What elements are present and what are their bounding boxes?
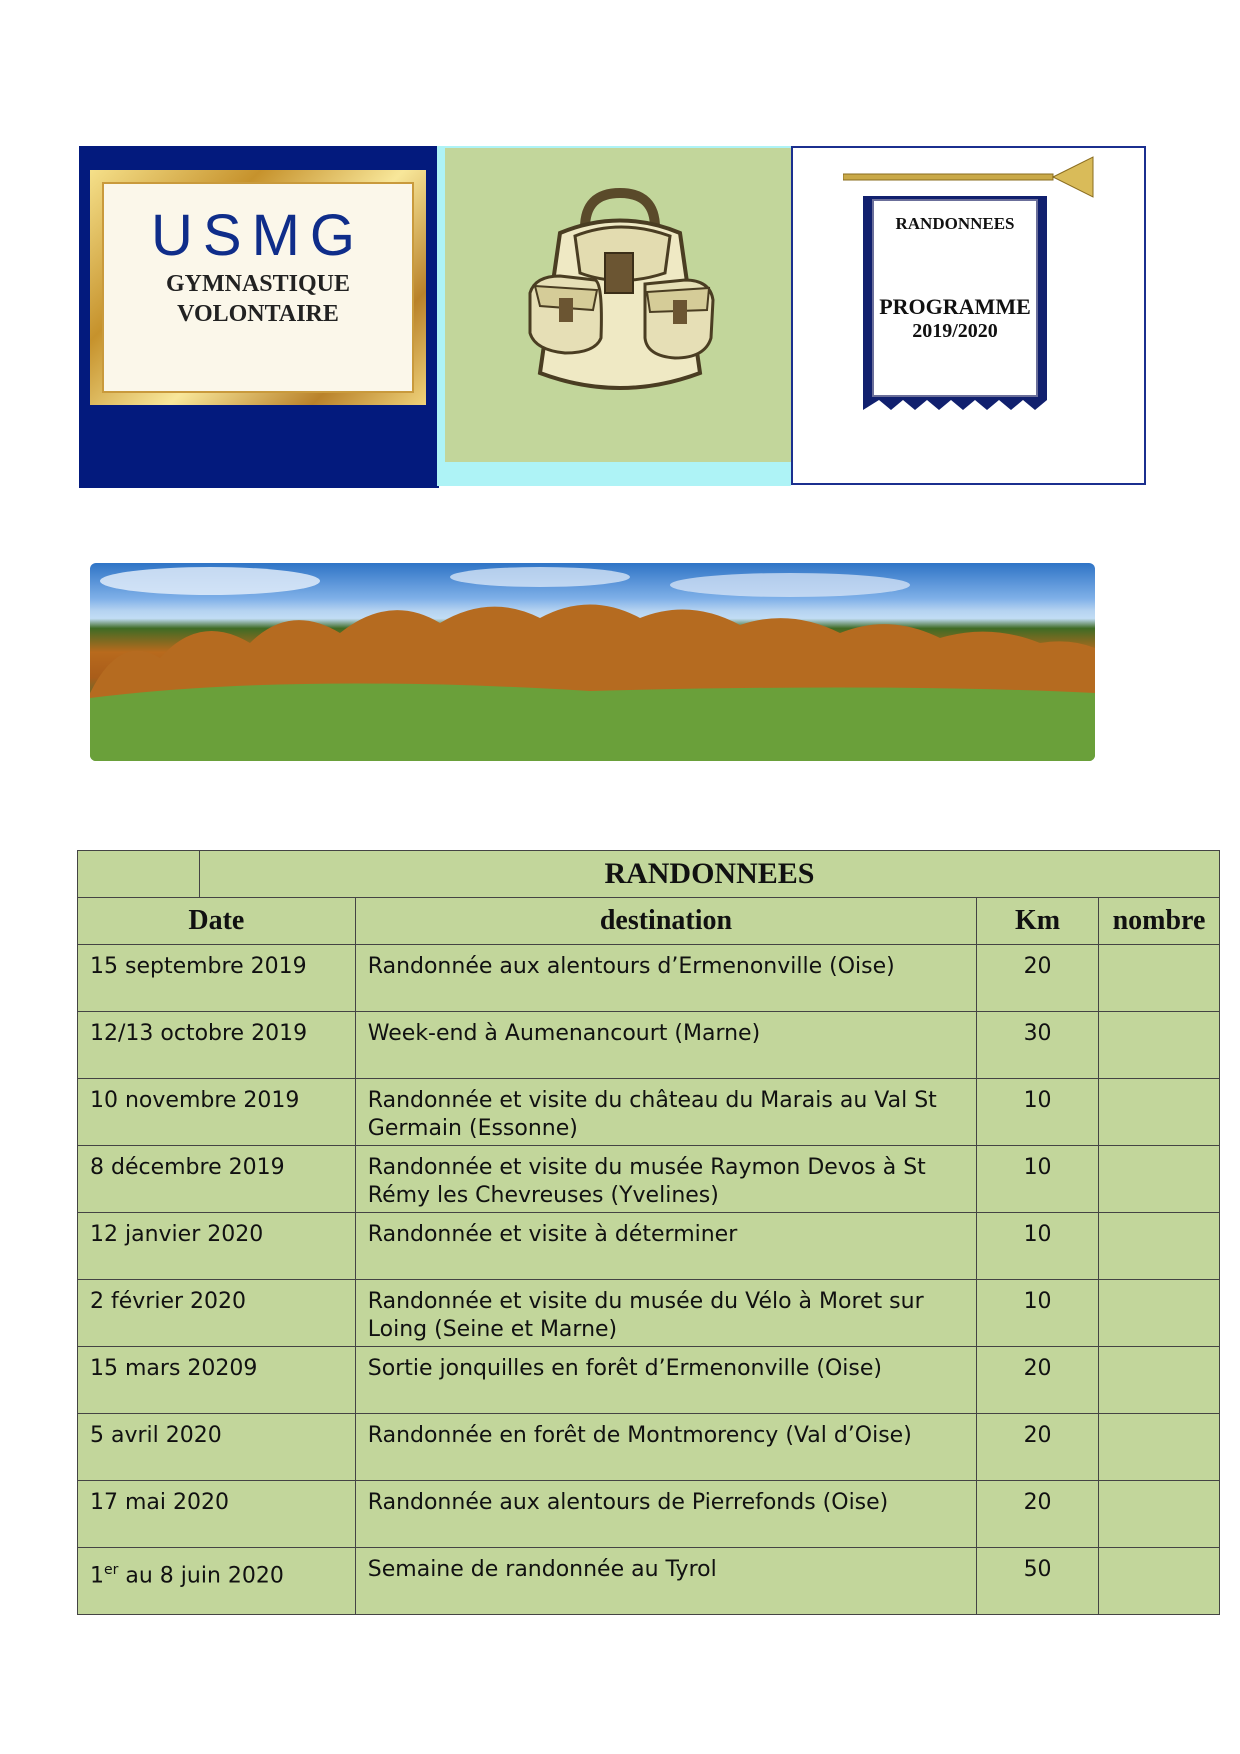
table-row [78,1213,1220,1280]
header-banner [79,146,1147,488]
km-cell: 20 [977,1414,1099,1481]
date-cell: 15 septembre 2019 [78,945,356,1012]
date-cell: 12/13 octobre 2019 [78,1012,356,1079]
date-cell [78,1548,356,1615]
km-cell: 20 [977,1347,1099,1414]
km-cell: 30 [977,1012,1099,1079]
table-row [78,1481,1220,1548]
km-cell: 10 [977,1213,1099,1280]
table-row [78,1146,1220,1213]
table-row [78,1012,1220,1079]
logo-panel [79,146,439,488]
date-day: 1 [90,1563,104,1589]
destination-cell: Sortie jonquilles en forêt d’Ermenonville (Oise) [355,1347,976,1414]
destination-cell: Week-end à Aumenancourt (Marne) [355,1012,976,1079]
column-header-nombre: nombre [1099,898,1220,945]
banner-title: RANDONNEES [895,214,1015,233]
illustration-panel [445,148,791,462]
destination-cell: Randonnée aux alentours de Pierrefonds (Oise) [355,1481,976,1548]
table-row [78,1079,1220,1146]
table-row [78,945,1220,1012]
date-cell: 15 mars 20209 [78,1347,356,1414]
date-cell: 2 février 2020 [78,1280,356,1347]
nombre-cell[interactable] [1099,1481,1220,1548]
org-line-1: GYMNASTIQUE [165,271,351,297]
km-cell: 50 [977,1548,1099,1615]
landscape-photo [90,563,1095,761]
nombre-cell[interactable] [1099,1012,1220,1079]
programme-table [77,850,1220,1615]
org-line-2: VOLONTAIRE [177,301,339,327]
destination-cell: Semaine de randonnée au Tyrol [355,1548,976,1615]
nombre-cell[interactable] [1099,1079,1220,1146]
destination-cell: Randonnée aux alentours d’Ermenonville (Oise) [355,945,976,1012]
table-row [78,1280,1220,1347]
nombre-cell[interactable] [1099,1414,1220,1481]
banner-line-2: 2019/2020 [912,320,998,342]
nombre-cell[interactable] [1099,1280,1220,1347]
table-title: RANDONNEES [199,851,1219,898]
destination-cell: Randonnée en forêt de Montmorency (Val d’Oise) [355,1414,976,1481]
nombre-cell[interactable] [1099,1213,1220,1280]
nombre-cell[interactable] [1099,1146,1220,1213]
km-cell: 20 [977,945,1099,1012]
date-cell: 8 décembre 2019 [78,1146,356,1213]
programme-panel [791,146,1146,485]
table-row [78,1548,1220,1615]
destination-cell: Randonnée et visite du château du Marais au Val St Germain (Essonne) [355,1079,976,1146]
km-cell: 20 [977,1481,1099,1548]
date-ordinal: er [104,1562,119,1578]
nombre-cell[interactable] [1099,945,1220,1012]
nombre-cell[interactable] [1099,1548,1220,1615]
org-name: USMG [151,203,365,268]
date-rest: au 8 juin 2020 [118,1563,284,1589]
nombre-cell[interactable] [1099,1347,1220,1414]
column-header-date: Date [78,898,356,945]
date-cell: 17 mai 2020 [78,1481,356,1548]
column-header-destination: destination [355,898,976,945]
table-row [78,1347,1220,1414]
km-cell: 10 [977,1280,1099,1347]
backpack-icon [505,188,735,408]
date-cell: 12 janvier 2020 [78,1213,356,1280]
destination-cell: Randonnée et visite à déterminer [355,1213,976,1280]
km-cell: 10 [977,1146,1099,1213]
date-cell: 5 avril 2020 [78,1414,356,1481]
logo-plaque [90,170,426,405]
column-header-km: Km [977,898,1099,945]
programme-banner [859,170,1051,412]
banner-line-1: PROGRAMME [879,294,1031,319]
table-row [78,1414,1220,1481]
km-cell: 10 [977,1079,1099,1146]
title-spacer-cell [78,851,200,898]
date-cell: 10 novembre 2019 [78,1079,356,1146]
destination-cell: Randonnée et visite du musée Raymon Devos à St Rémy les Chevreuses (Yvelines) [355,1146,976,1213]
destination-cell: Randonnée et visite du musée du Vélo à Moret sur Loing (Seine et Marne) [355,1280,976,1347]
